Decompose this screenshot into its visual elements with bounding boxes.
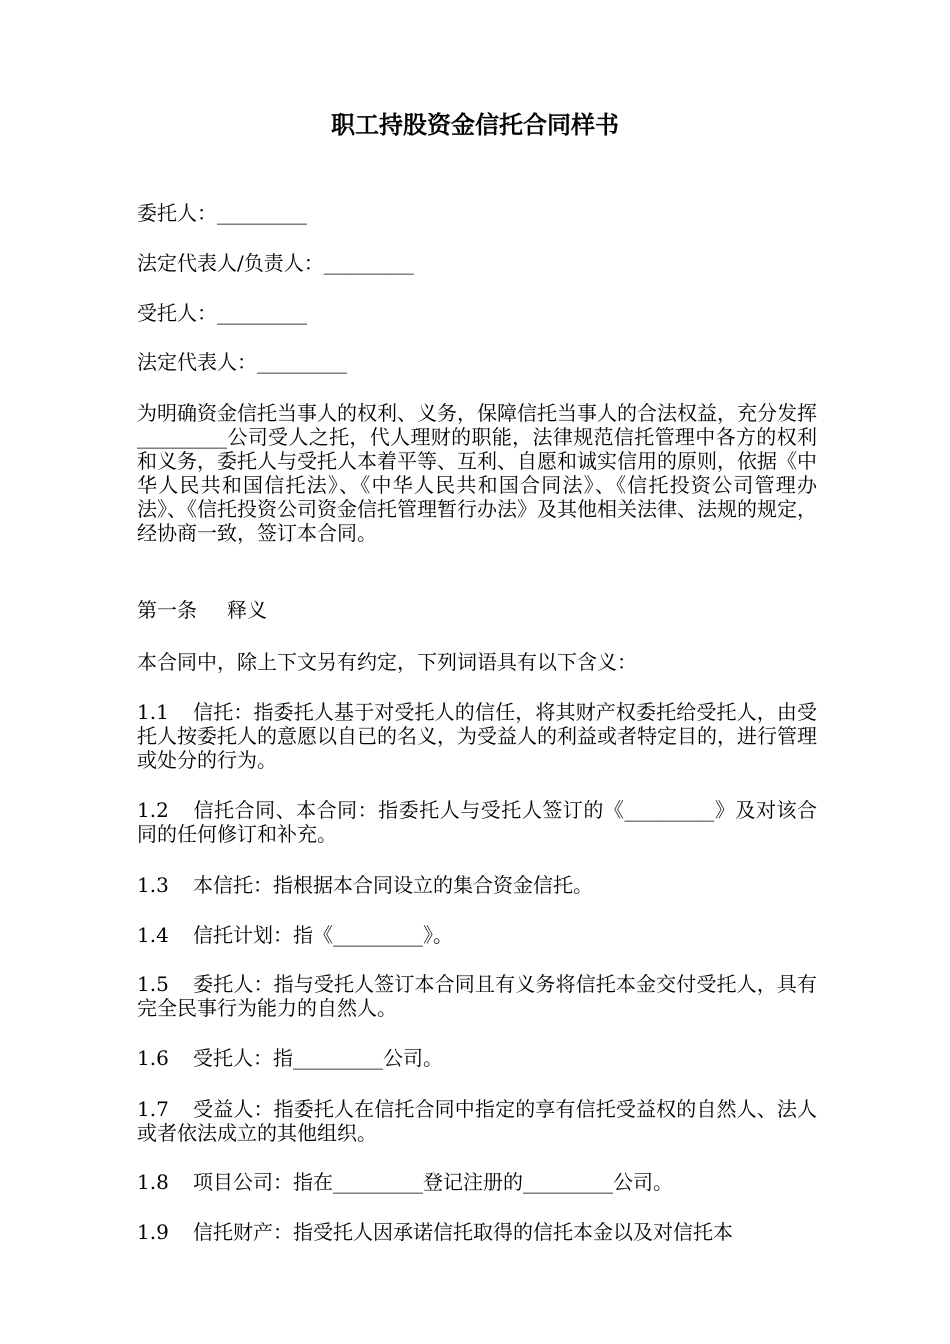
- item-text: 委托人：指与受托人签订本合同且有义务将信托本金交付受托人，具有完全民事行为能力的自然人。: [137, 972, 817, 1020]
- definition-item: [137, 873, 817, 897]
- item-text: 信托财产：指受托人因承诺信托取得的信托本金以及对信托本: [193, 1220, 733, 1244]
- definition-item: [137, 1170, 817, 1194]
- item-number: 1.6: [137, 1046, 169, 1070]
- item-number: 1.3: [137, 873, 169, 897]
- item-text: 项目公司：指在_________登记注册的_________公司。: [193, 1170, 673, 1194]
- party-legal-rep-trustee: 法定代表人：_________: [137, 350, 347, 374]
- item-text: 受益人：指委托人在信托合同中指定的享有信托受益权的自然人、法人或者依法成立的其他组织。: [137, 1097, 817, 1145]
- definition-item: [137, 1046, 817, 1070]
- document-title: 职工持股资金信托合同样书: [331, 110, 619, 139]
- item-text: 信托合同、本合同：指委托人与受托人签订的《_________》及对该合同的任何修订和补充。: [137, 798, 817, 846]
- definition-item: [137, 1097, 817, 1145]
- party-legal-rep-trustor: 法定代表人/负责人：_________: [137, 251, 414, 275]
- item-number: 1.2: [137, 798, 169, 822]
- item-text: 信托：指委托人基于对受托人的信任，将其财产权委托给受托人，由受托人按委托人的意愿以自已的名义，为受益人的利益或者特定目的，进行管理或处分的行为。: [137, 700, 817, 772]
- item-text: 受托人：指_________公司。: [193, 1046, 443, 1070]
- item-number: 1.7: [137, 1097, 169, 1121]
- item-text: 本信托：指根据本合同设立的集合资金信托。: [193, 873, 593, 897]
- definition-item: [137, 923, 817, 947]
- party-trustee: 受托人：_________: [137, 301, 307, 325]
- preamble-paragraph: 为明确资金信托当事人的权利、义务，保障信托当事人的合法权益，充分发挥_________公司受人之托，代人理财的职能，法律规范信托管理中各方的权利和义务，委托人与受托人本着平等、互利、自愿和诚实信用的原则，依据《中华人民共和国信托法》、《中华人民共和国合同法》、《信托投资公司管理办法》、《信托投资公司资金信托管理暂行办法》及其他相关法律、法规的规定，经协商一致，签订本合同。: [137, 401, 817, 545]
- article-1-heading: [137, 598, 817, 622]
- item-text: 信托计划：指《_________》。: [193, 923, 453, 947]
- item-number: 1.5: [137, 972, 169, 996]
- definition-item: [137, 972, 817, 1020]
- item-number: 1.9: [137, 1220, 169, 1244]
- party-trustor: 委托人：_________: [137, 201, 307, 225]
- definition-item: [137, 700, 817, 772]
- item-number: 1.1: [137, 700, 169, 724]
- definitions-intro: 本合同中，除上下文另有约定，下列词语具有以下含义：: [137, 650, 637, 674]
- article-number: 第一条: [137, 598, 197, 622]
- item-number: 1.8: [137, 1170, 169, 1194]
- item-number: 1.4: [137, 923, 169, 947]
- definition-item: [137, 798, 817, 846]
- article-title: 释义: [227, 598, 267, 622]
- definition-item: [137, 1220, 817, 1244]
